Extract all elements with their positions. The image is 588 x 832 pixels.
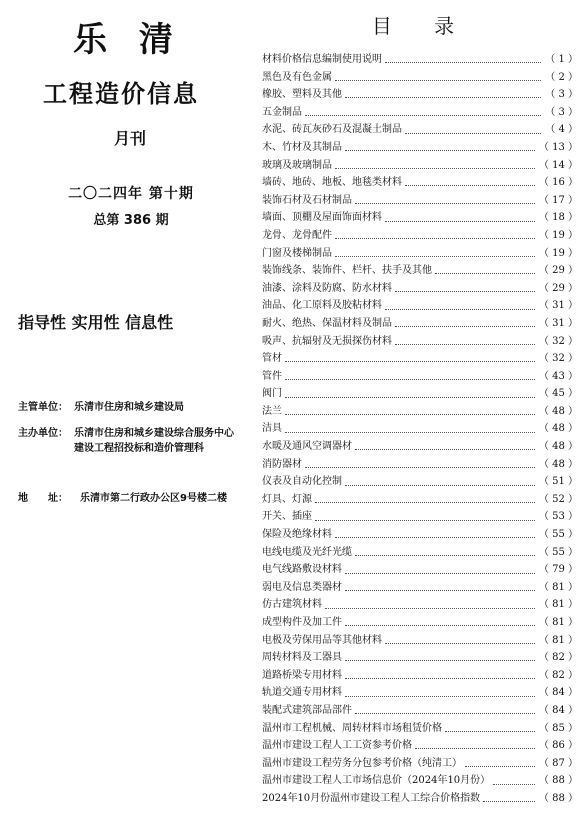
toc-entry[interactable]	[262, 420, 578, 438]
address-info	[18, 491, 268, 507]
toc-entry[interactable]	[262, 614, 578, 632]
toc-entry-page: （ 1 ）	[545, 54, 578, 65]
toc-entry-label: 玻璃及玻璃制品	[262, 159, 332, 171]
toc-entry-label: 温州市建设工程劳务分包参考价格（纯清工）	[262, 757, 462, 769]
toc-entry-page: （ 48 ）	[538, 458, 578, 470]
issue-total: 总第 386 期	[93, 213, 169, 228]
toc-entry-label: 水泥、砖瓦灰砂石及混凝土制品	[262, 124, 402, 136]
toc-entry[interactable]	[262, 473, 578, 491]
toc-leader-dots	[325, 608, 535, 609]
toc-entry[interactable]	[262, 579, 578, 597]
toc-leader-dots	[335, 168, 535, 169]
toc-leader-dots	[285, 432, 535, 433]
toc-entry-label: 轨道交通专用材料	[262, 687, 342, 699]
toc-entry-page: （ 4 ）	[545, 124, 578, 136]
toc-entry-page: （ 79 ）	[538, 564, 578, 576]
toc-entry[interactable]	[262, 632, 578, 650]
toc-leader-dots	[355, 555, 535, 556]
toc-entry-page: （ 14 ）	[538, 159, 578, 171]
toc-entry-page: （ 81 ）	[538, 617, 578, 628]
toc-leader-dots	[345, 485, 535, 486]
toc-entry[interactable]	[262, 227, 578, 245]
toc-entry-page: （ 81 ）	[538, 634, 578, 646]
toc-heading: 目 录	[371, 14, 473, 38]
toc-entry-page: （ 88 ）	[538, 792, 578, 804]
toc-entry-label: 木、竹材及其制品	[262, 141, 342, 153]
toc-entry-label: 2024年10月份温州市建设工程人工综合价格指数	[262, 792, 481, 804]
cover-panel	[0, 0, 260, 832]
toc-leader-dots	[483, 801, 535, 802]
toc-entry[interactable]	[262, 438, 578, 456]
toc-leader-dots	[345, 696, 535, 697]
toc-entry-label: 电气线路敷设材料	[262, 564, 342, 576]
toc-entry[interactable]	[262, 104, 578, 122]
toc-entry-label: 弱电及信息类器材	[262, 581, 342, 593]
toc-entry-label: 五金制品	[262, 106, 302, 118]
toc-leader-dots	[335, 238, 535, 239]
toc-entry-page: （ 16 ）	[538, 177, 578, 189]
toc-leader-dots	[345, 590, 535, 591]
toc-leader-dots	[345, 573, 535, 574]
toc-leader-dots	[385, 221, 535, 222]
supervisor-label: 主管单位：	[18, 402, 68, 413]
toc-leader-dots	[345, 678, 535, 679]
toc-leader-dots	[355, 449, 535, 450]
toc-entry-page: （ 3 ）	[545, 89, 578, 101]
toc-entry-page: （ 53 ）	[538, 511, 578, 523]
toc-entry[interactable]	[262, 368, 578, 386]
toc-entry-page: （ 84 ）	[538, 704, 578, 716]
toc-entry-label: 开关、插座	[262, 511, 312, 523]
toc-entry-label: 龙骨、龙骨配件	[262, 229, 332, 241]
toc-entry[interactable]	[262, 755, 578, 773]
toc-entry-label: 耐火、绝热、保温材料及制品	[262, 317, 392, 329]
toc-entry-page: （ 32 ）	[538, 353, 578, 365]
toc-leader-dots	[405, 185, 535, 186]
toc-entry-page: （ 43 ）	[538, 370, 578, 382]
toc-entry-label: 成型构件及加工件	[262, 617, 342, 628]
toc-list	[262, 51, 578, 808]
toc-entry-page: （ 19 ）	[538, 247, 578, 259]
toc-entry-label: 吸声、抗辐射及无损探伤材料	[262, 335, 392, 347]
toc-entry-label: 洁具	[262, 423, 282, 435]
toc-entry[interactable]	[262, 333, 578, 351]
toc-entry[interactable]	[262, 790, 578, 808]
toc-leader-dots	[315, 502, 535, 503]
toc-leader-dots	[435, 273, 535, 274]
toc-leader-dots	[493, 784, 535, 785]
toc-entry[interactable]	[262, 245, 578, 263]
toc-entry[interactable]	[262, 385, 578, 403]
toc-entry-label: 装饰石材及石材制品	[262, 194, 352, 206]
publication-title: 工程造价信息	[43, 80, 199, 108]
address-label: 地 址：	[18, 493, 68, 504]
toc-entry[interactable]	[262, 280, 578, 298]
toc-entry-label: 保险及绝缘材料	[262, 529, 332, 541]
toc-entry-page: （ 48 ）	[538, 405, 578, 417]
toc-entry[interactable]	[262, 315, 578, 333]
toc-entry[interactable]	[262, 174, 578, 192]
toc-leader-dots	[385, 309, 535, 310]
toc-entry-label: 温州市建设工程人工市场信息价（2024年10月份）	[262, 775, 491, 787]
toc-leader-dots	[305, 467, 535, 468]
toc-leader-dots	[285, 397, 535, 398]
toc-entry[interactable]	[262, 772, 578, 790]
toc-entry-page: （ 31 ）	[538, 317, 578, 329]
toc-leader-dots	[335, 80, 541, 81]
toc-entry[interactable]	[262, 684, 578, 702]
toc-entry[interactable]	[262, 561, 578, 579]
toc-entry-page: （ 17 ）	[538, 194, 578, 206]
toc-entry-page: （ 51 ）	[538, 476, 578, 488]
toc-entry-page: （ 48 ）	[538, 441, 578, 453]
toc-leader-dots	[285, 414, 535, 415]
toc-leader-dots	[395, 344, 535, 345]
toc-entry[interactable]	[262, 157, 578, 175]
toc-entry-page: （ 2 ）	[545, 71, 578, 83]
toc-entry[interactable]	[262, 297, 578, 315]
toc-entry-label: 水暖及通风空调器材	[262, 441, 352, 453]
toc-entry[interactable]	[262, 544, 578, 562]
frequency-label: 月刊	[113, 129, 146, 148]
toc-entry-page: （ 19 ）	[538, 229, 578, 241]
toc-entry-page: （ 55 ）	[538, 546, 578, 558]
toc-leader-dots	[285, 361, 535, 362]
toc-entry-page: （ 52 ）	[538, 493, 578, 505]
toc-leader-dots	[345, 625, 535, 626]
toc-entry-label: 墙砖、地砖、地板、地毯类材料	[262, 177, 402, 189]
toc-entry-page: （ 86 ）	[538, 740, 578, 752]
toc-entry[interactable]	[262, 491, 578, 509]
toc-entry-page: （ 29 ）	[538, 282, 578, 294]
toc-entry-page: （ 85 ）	[538, 722, 578, 734]
supervisor-value: 乐清市住房和城乡建设局	[74, 402, 184, 413]
toc-entry[interactable]	[262, 262, 578, 280]
toc-leader-dots	[385, 643, 535, 644]
slogan: 指导性 实用性 信息性	[18, 313, 174, 332]
toc-entry-label: 道路桥梁专用材料	[262, 669, 342, 681]
toc-entry-page: （ 48 ）	[538, 423, 578, 435]
toc-entry-page: （ 87 ）	[538, 757, 578, 769]
toc-entry[interactable]	[262, 51, 578, 69]
toc-entry-label: 法兰	[262, 405, 282, 417]
toc-entry[interactable]	[262, 403, 578, 421]
toc-panel	[262, 0, 584, 832]
toc-entry-label: 周转材料及工器具	[262, 652, 342, 664]
toc-entry[interactable]	[262, 350, 578, 368]
toc-entry-page: （ 13 ）	[538, 141, 578, 153]
toc-entry-label: 电线电缆及光纤光缆	[262, 546, 352, 558]
toc-leader-dots	[415, 748, 535, 749]
toc-entry-page: （ 29 ）	[538, 265, 578, 277]
toc-entry[interactable]	[262, 649, 578, 667]
toc-entry-label: 门窗及楼梯制品	[262, 247, 332, 259]
toc-entry-label: 材料价格信息编制使用说明	[262, 54, 382, 65]
toc-entry-page: （ 82 ）	[538, 669, 578, 681]
toc-entry-label: 灯具、灯源	[262, 493, 312, 505]
toc-entry-label: 装配式建筑部品部件	[262, 704, 352, 716]
toc-entry-page: （ 82 ）	[538, 652, 578, 664]
toc-entry-page: （ 32 ）	[538, 335, 578, 347]
toc-leader-dots	[345, 660, 535, 661]
toc-entry-label: 装饰线条、装饰件、栏杆、扶手及其他	[262, 265, 432, 277]
organizer-value-line1: 乐清市住房和城乡建设综合服务中心	[74, 428, 234, 439]
toc-entry[interactable]	[262, 508, 578, 526]
toc-entry-page: （ 81 ）	[538, 599, 578, 611]
toc-entry[interactable]	[262, 702, 578, 720]
toc-entry[interactable]	[262, 456, 578, 474]
toc-entry[interactable]	[262, 86, 578, 104]
toc-entry[interactable]	[262, 526, 578, 544]
toc-leader-dots	[465, 766, 535, 767]
toc-entry-label: 橡胶、塑料及其他	[262, 89, 342, 101]
toc-entry[interactable]	[262, 737, 578, 755]
toc-entry[interactable]	[262, 139, 578, 157]
toc-leader-dots	[395, 291, 535, 292]
organizer-label: 主办单位：	[18, 428, 68, 439]
toc-entry-page: （ 18 ）	[538, 212, 578, 224]
supervisor-info	[18, 400, 268, 416]
toc-leader-dots	[285, 379, 535, 380]
city-title: 乐 清	[73, 20, 183, 60]
toc-entry[interactable]	[262, 192, 578, 210]
toc-entry-label: 管材	[262, 353, 282, 365]
toc-leader-dots	[315, 520, 535, 521]
toc-leader-dots	[395, 326, 535, 327]
toc-entry-page: （ 45 ）	[538, 388, 578, 400]
toc-entry-label: 仿古建筑材料	[262, 599, 322, 611]
organizer-info	[18, 426, 268, 458]
toc-leader-dots	[345, 97, 541, 98]
toc-leader-dots	[355, 713, 535, 714]
toc-entry-label: 电极及劳保用品等其他材料	[262, 634, 382, 646]
toc-entry-label: 仪表及自动化控制	[262, 476, 342, 488]
toc-entry-label: 油漆、涂料及防腐、防水材料	[262, 282, 392, 294]
toc-leader-dots	[335, 537, 535, 538]
toc-entry-page: （ 81 ）	[538, 581, 578, 593]
toc-entry-page: （ 55 ）	[538, 529, 578, 541]
toc-entry-label: 管件	[262, 370, 282, 382]
toc-entry-label: 阀门	[262, 388, 282, 400]
toc-entry-page: （ 88 ）	[538, 775, 578, 787]
toc-entry-label: 消防器材	[262, 458, 302, 470]
toc-leader-dots	[405, 133, 541, 134]
toc-entry-page: （ 3 ）	[545, 106, 578, 118]
toc-entry[interactable]	[262, 69, 578, 87]
toc-entry-page: （ 31 ）	[538, 300, 578, 312]
toc-entry[interactable]	[262, 209, 578, 227]
toc-entry[interactable]	[262, 720, 578, 738]
organizer-value-line2: 建设工程招投标和造价管理科	[74, 443, 204, 454]
toc-entry-label: 温州市工程机械、周转材料市场租赁价格	[262, 722, 442, 734]
address-value: 乐清市第二行政办公区9号楼二楼	[80, 493, 227, 504]
toc-entry-page: （ 84 ）	[538, 687, 578, 699]
issue-number: 二〇二四年 第十期	[68, 186, 194, 202]
toc-entry-label: 温州市建设工程人工工资参考价格	[262, 740, 412, 752]
toc-leader-dots	[305, 115, 541, 116]
toc-entry[interactable]	[262, 121, 578, 139]
toc-leader-dots	[445, 731, 535, 732]
toc-leader-dots	[355, 203, 535, 204]
toc-leader-dots	[335, 256, 535, 257]
toc-leader-dots	[345, 150, 535, 151]
toc-entry-label: 墙面、顶棚及屋面饰面材料	[262, 212, 382, 224]
toc-entry[interactable]	[262, 667, 578, 685]
toc-entry[interactable]	[262, 596, 578, 614]
toc-entry-label: 黑色及有色金属	[262, 71, 332, 83]
toc-entry-label: 油品、化工原料及胶粘材料	[262, 300, 382, 312]
toc-leader-dots	[385, 62, 541, 63]
